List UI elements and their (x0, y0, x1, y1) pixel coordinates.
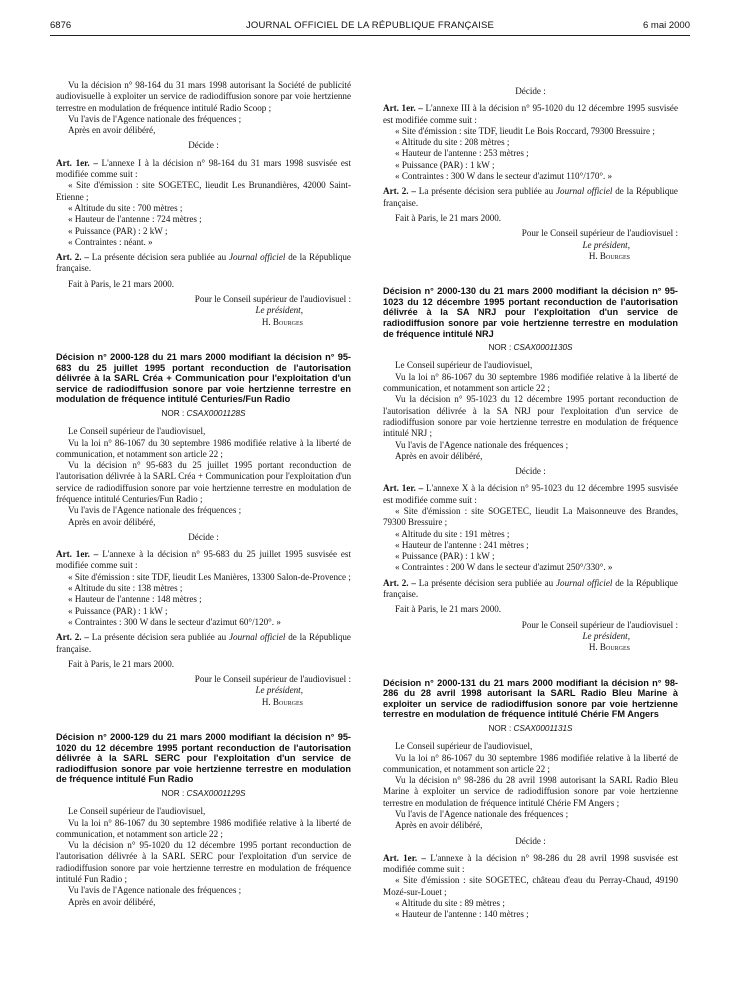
header-rule (50, 35, 690, 36)
paragraph: « Hauteur de l'antenne : 253 mètres ; (395, 148, 529, 159)
signature-name: H. Bourges (261, 316, 303, 327)
nor-reference (383, 723, 678, 734)
paragraph: Vu la décision n° 98-164 du 31 mars 1998 autorisant la Société de publicité audiovisuelle à exploiter un service de radiodiffusion sonore par voie hertzienne terrestre en modulation de fréquence intitulé Radio Scoop ; (56, 80, 351, 113)
nor-label: NOR : (161, 408, 187, 418)
page-header (50, 20, 690, 34)
right-column (383, 86, 678, 921)
article-text: de la République française. (56, 632, 351, 654)
paragraph: Le Conseil supérieur de l'audiovisuel, (395, 360, 533, 371)
paragraph: Le Conseil supérieur de l'audiovisuel, (395, 741, 533, 752)
paragraph: Vu la décision n° 95-1023 du 12 décembre 1995 portant reconduction de l'autorisation délivrée à la SA NRJ pour l'exploitation d'un service de radiodiffusion sonore par voie hertzienne terrestre en modulation de fréquence intitulé NRJ ; (383, 394, 678, 439)
paragraph: « Altitude du site : 89 mètres ; (395, 898, 505, 909)
article-text: La présente décision sera publiée au (88, 252, 229, 263)
paragraph: « Hauteur de l'antenne : 148 mètres ; (68, 594, 202, 605)
article-label: Art. 2. – (56, 632, 89, 643)
nor-code: CSAX0001129S (186, 789, 246, 798)
decision-title: Décision n° 2000-130 du 21 mars 2000 modifiant la décision n° 95-1023 du 12 décembre 1995 portant reconduction de l'autorisation délivrée à la SA NRJ pour l'exploitation d'un service de radiodiffusion sonore par voie hertzienne terrestre en modulation de fréquence intitulé NRJ (383, 286, 678, 339)
paragraph: Le Conseil supérieur de l'audiovisuel, (68, 426, 206, 437)
paragraph: « Altitude du site : 138 mètres ; (68, 583, 183, 594)
paragraph: Vu la décision n° 98-286 du 28 avril 1998 autorisant la SARL Radio Bleu Marine à exploiter un service de radiodiffusion sonore par voie hertzienne terrestre en modulation de fréquence intitulé Chérie FM Angers ; (383, 775, 678, 808)
paragraph: Après en avoir délibéré, (68, 125, 156, 136)
date-line: Fait à Paris, le 21 mars 2000. (68, 658, 175, 669)
decision-title: Décision n° 2000-128 du 21 mars 2000 modifiant la décision n° 95-683 du 25 juillet 1995 portant reconduction de l'autorisation délivrée à la SARL Créa + Communication pour l'exploitation d'un service de radiodiffusion sonore par voie hertzienne terrestre en modulation de fréquence intitulé Centuries/Fun Radio (56, 351, 351, 405)
article-1 (383, 483, 678, 506)
decision-title: Décision n° 2000-129 du 21 mars 2000 modifiant la décision n° 95-1020 du 12 décembre 1995 portant reconduction de l'autorisation délivrée à la SARL SERC pour l'exploitation d'un service de radiodiffusion sonore par voie hertzienne terrestre en modulation de fréquence intitulé Fun Radio (56, 732, 351, 785)
signature-role: Le président, (582, 630, 630, 641)
date-line: Fait à Paris, le 21 mars 2000. (68, 278, 175, 289)
article-label: Art. 1er. – (383, 483, 424, 494)
paragraph: Vu l'avis de l'Agence nationale des fréquences ; (395, 439, 569, 450)
signature-name: H. Bourges (261, 696, 303, 707)
paragraph: Après en avoir délibéré, (395, 450, 483, 461)
article-1 (383, 853, 678, 876)
article-label: Art. 1er. – (56, 157, 98, 168)
journal-name: Journal officiel (229, 252, 286, 263)
article-text: La présente décision sera publiée au (415, 577, 556, 588)
paragraph: Vu l'avis de l'Agence nationale des fréquences ; (68, 885, 242, 896)
paragraph: Vu l'avis de l'Agence nationale des fréquences ; (68, 113, 242, 124)
signature-line: Pour le Conseil supérieur de l'audiovisuel : (521, 619, 678, 630)
nor-code: CSAX0001130S (513, 343, 573, 353)
journal-name: Journal officiel (229, 632, 286, 643)
decide-heading: Décide : (188, 140, 219, 151)
paragraph: Après en avoir délibéré, (68, 516, 156, 527)
paragraph: « Puissance (PAR) : 1 kW ; (68, 605, 168, 616)
decide-heading: Décide : (188, 531, 219, 542)
decision-title: Décision n° 2000-131 du 21 mars 2000 modifiant la décision n° 98-286 du 28 avril 1998 autorisant la SARL Radio Bleu Marine à exploiter un service de radiodiffusion sonore par voie hertzienne terrestre en modulation de fréquence intitulé Chérie FM Angers (383, 677, 678, 720)
signature-line: Pour le Conseil supérieur de l'audiovisuel : (521, 228, 678, 239)
paragraph: « Altitude du site : 191 mètres ; (395, 528, 510, 539)
signature-name: H. Bourges (588, 642, 630, 653)
decide-heading: Décide : (515, 835, 546, 846)
journal-name: Journal officiel (556, 186, 613, 197)
nor-label: NOR : (488, 723, 514, 733)
article-text: La présente décision sera publiée au (88, 632, 229, 643)
paragraph: « Hauteur de l'antenne : 241 mètres ; (395, 539, 529, 550)
journal-name: Journal officiel (556, 577, 613, 588)
paragraph: Vu l'avis de l'Agence nationale des fréquences ; (395, 809, 569, 819)
article-text: de la République française. (383, 186, 678, 208)
paragraph: « Contraintes : néant. » (68, 236, 153, 247)
nor-code: CSAX0001131S (513, 723, 573, 733)
article-text: de la République française. (383, 577, 678, 600)
article-text: L'annexe I à la décision n° 98-164 du 31 mars 1998 susvisée est modifiée comme suit : (56, 157, 351, 180)
spacer (56, 708, 351, 732)
article-2 (383, 578, 678, 601)
nor-code: CSAX0001128S (186, 408, 246, 418)
article-text: La présente décision sera publiée au (415, 186, 556, 197)
paragraph: Vu la loi n° 86-1067 du 30 septembre 1986 modifiée relative à la liberté de communication, et notamment son article 22 ; (56, 817, 351, 839)
article-label: Art. 2. – (383, 186, 416, 197)
decide-heading: Décide : (515, 466, 546, 477)
article-label: Art. 1er. – (56, 549, 99, 560)
paragraph: « Puissance (PAR) : 1 kW ; (395, 159, 495, 170)
issue-date: 6 mai 2000 (642, 20, 690, 31)
paragraph: « Contraintes : 200 W dans le secteur d'azimut 250°/330°. » (395, 562, 613, 573)
article-2 (56, 252, 351, 275)
article-text: L'annexe à la décision n° 98-286 du 28 avril 1998 susvisée est modifiée comme suit : (383, 852, 679, 875)
paragraph: Le Conseil supérieur de l'audiovisuel, (68, 806, 206, 817)
spacer (383, 654, 678, 678)
paragraph: « Puissance (PAR) : 1 kW ; (395, 551, 495, 562)
signature-line: Pour le Conseil supérieur de l'audiovisuel : (194, 674, 351, 685)
paragraph: « Contraintes : 300 W dans le secteur d'azimut 110°/170°. » (395, 171, 613, 182)
left-column (56, 80, 351, 908)
article-2 (56, 632, 351, 655)
paragraph: Vu la loi n° 86-1067 du 30 septembre 1986 modifiée relative à la liberté de communication, et notamment son article 22 ; (56, 437, 351, 459)
article-label: Art. 1er. – (383, 103, 423, 114)
signature-role: Le président, (582, 239, 630, 250)
nor-label: NOR : (488, 343, 514, 353)
signature-role: Le président, (255, 685, 303, 696)
paragraph: « Site d'émission : site TDF, lieudit Le Bois Roccard, 79300 Bressuire ; (395, 125, 655, 136)
paragraph: « Altitude du site : 208 mètres ; (395, 137, 510, 148)
paragraph: « Puissance (PAR) : 2 kW ; (68, 225, 168, 236)
paragraph: « Site d'émission : site SOGETEC, château d'eau du Perray-Chaud, 49190 Mozé-sur-Louet ; (383, 875, 678, 897)
signature-line: Pour le Conseil supérieur de l'audiovisuel : (194, 294, 351, 305)
nor-reference (56, 788, 351, 799)
article-label: Art. 1er. – (383, 852, 426, 863)
nor-reference (383, 342, 678, 353)
article-text: L'annexe III à la décision n° 95-1020 du 12 décembre 1995 susvisée est modifiée comme suit : (383, 103, 679, 125)
paragraph: Vu la décision n° 95-683 du 25 juillet 1995 portant reconduction de l'autorisation délivrée à la SARL Créa + Communication pour l'exploitation d'un service de radiodiffusion sonore par voie hertzienne terrestre en modulation de fréquence intitulé Centuries/Fun Radio ; (56, 460, 351, 504)
paragraph: « Altitude du site : 700 mètres ; (68, 202, 183, 213)
paragraph: « Site d'émission : site SOGETEC, lieudit La Maisonneuve des Brandes, 79300 Bressuire ; (383, 505, 678, 528)
paragraph: Vu la loi n° 86-1067 du 30 septembre 1986 modifiée relative à la liberté de communication, et notamment son article 22 ; (383, 371, 678, 394)
signature-name: H. Bourges (588, 250, 630, 261)
article-label: Art. 2. – (56, 252, 89, 263)
signature-role: Le président, (255, 305, 303, 316)
paragraph: « Site d'émission : site TDF, lieudit Les Manières, 13300 Salon-de-Provence ; (68, 571, 351, 582)
paragraph: Vu l'avis de l'Agence nationale des fréquences ; (68, 505, 242, 516)
paragraph: « Site d'émission : site SOGETEC, lieudit Les Brunandières, 42000 Saint-Etienne ; (56, 180, 351, 202)
paragraph: Après en avoir délibéré, (395, 820, 483, 831)
nor-reference (56, 408, 351, 419)
date-line: Fait à Paris, le 21 mars 2000. (395, 212, 502, 223)
journal-title: JOURNAL OFFICIEL DE LA RÉPUBLIQUE FRANÇAISE (245, 20, 495, 31)
paragraph: Vu la loi n° 86-1067 du 30 septembre 1986 modifiée relative à la liberté de communication, et notamment son article 22 ; (383, 752, 678, 774)
article-text: L'annexe à la décision n° 95-683 du 25 juillet 1995 susvisée est modifiée comme suit : (56, 549, 351, 571)
spacer (383, 262, 678, 286)
article-1 (56, 158, 351, 181)
page-number: 6876 (50, 20, 72, 31)
paragraph: « Hauteur de l'antenne : 724 mètres ; (68, 214, 202, 225)
decide-heading: Décide : (515, 86, 546, 96)
article-1 (383, 103, 678, 126)
date-line: Fait à Paris, le 21 mars 2000. (395, 604, 502, 615)
nor-label: NOR : (161, 789, 187, 798)
paragraph: « Hauteur de l'antenne : 140 mètres ; (395, 909, 529, 920)
spacer (56, 328, 351, 352)
article-text: de la République française. (56, 252, 351, 274)
article-2 (383, 186, 678, 209)
article-text: L'annexe X à la décision n° 95-1023 du 12 décembre 1995 susvisée est modifiée comme suit : (383, 483, 679, 505)
article-1 (56, 549, 351, 572)
article-label: Art. 2. – (383, 577, 416, 588)
paragraph: Après en avoir délibéré, (68, 896, 156, 907)
paragraph: « Contraintes : 300 W dans le secteur d'azimut 60°/120°. » (68, 616, 281, 627)
paragraph: Vu la décision n° 95-1020 du 12 décembre 1995 portant reconduction de l'autorisation délivrée à la SARL SERC pour l'exploitation d'un service de radiodiffusion sonore par voie hertzienne terrestre en modulation de fréquence intitulé Fun Radio ; (56, 840, 351, 885)
